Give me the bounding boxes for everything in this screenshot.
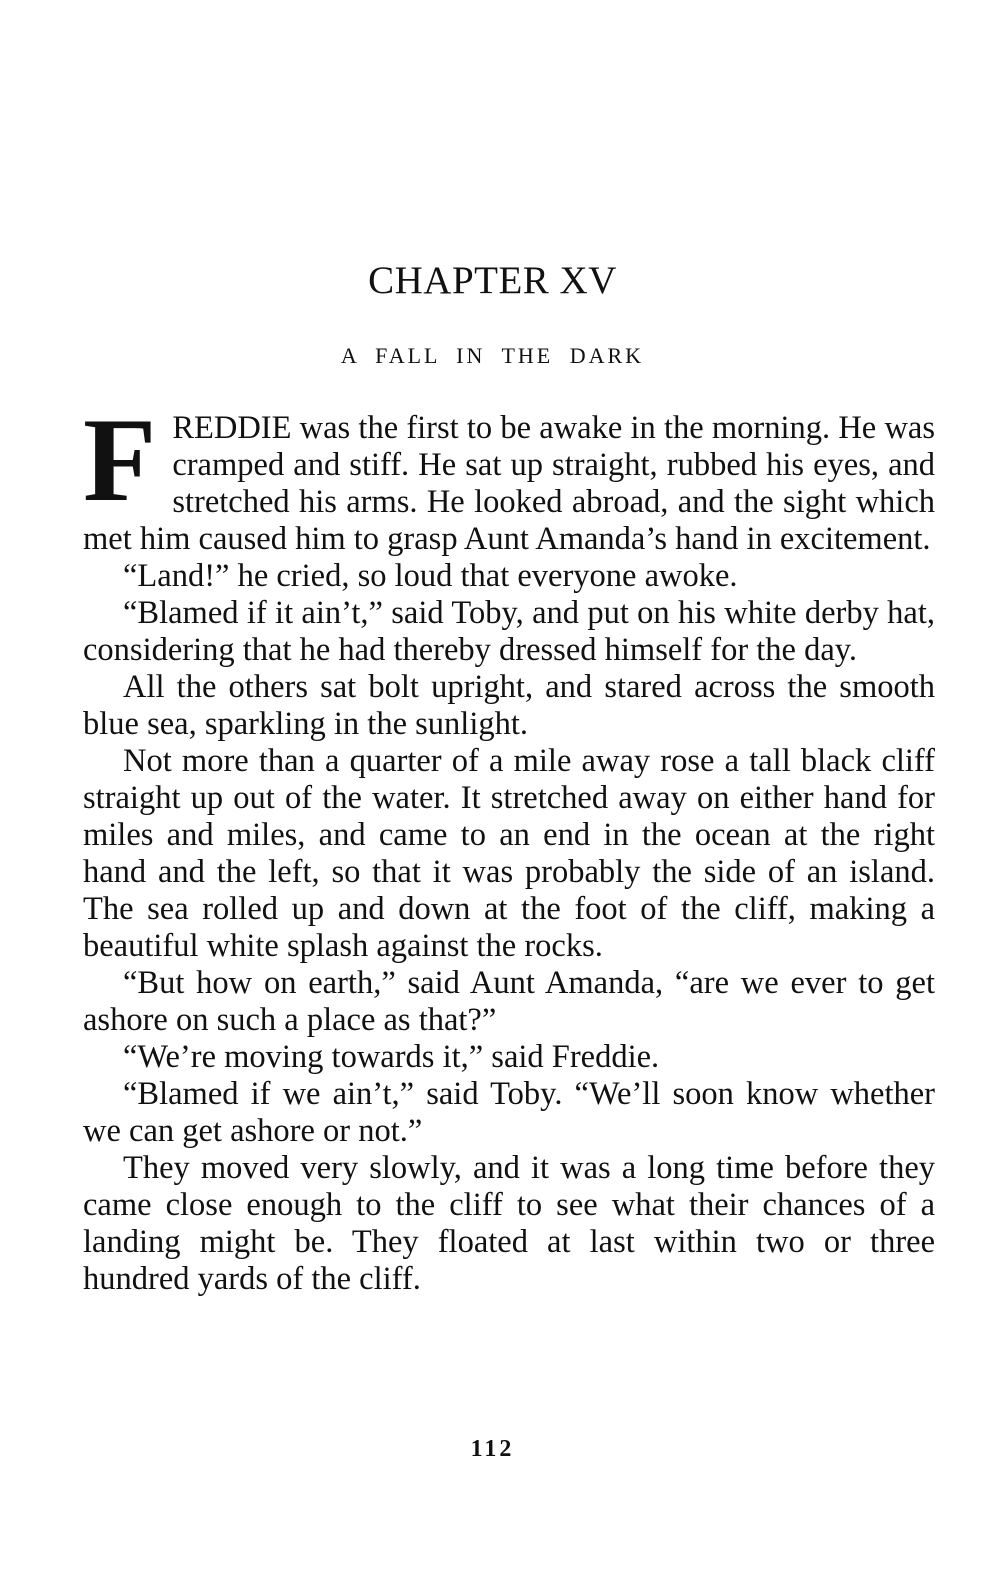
paragraph: “Blamed if we ain’t,” said Toby. “We’ll soon know whether we can get ashore or not.” [83, 1076, 935, 1149]
paragraph: “Blamed if it ain’t,” said Toby, and put on his white derby hat, considering that he had thereby dressed himself for the day. [83, 595, 935, 668]
chapter-title: CHAPTER XV [368, 259, 617, 302]
paragraph: “We’re moving towards it,” said Freddie. [123, 1039, 660, 1075]
body-text [83, 393, 935, 1298]
paragraph-text: REDDIE was the first to be awake in the morning. He was cramped and stiff. He sat up straight, rubbed his eyes, and stretched his arms. He looked abroad, and the sight which met him caused him to grasp Aunt Amanda’s hand in excitement. [83, 410, 935, 557]
paragraph [83, 393, 935, 558]
paragraph: All the others sat bolt upright, and stared across the smooth blue sea, sparkling in the sunlight. [83, 669, 935, 742]
paragraph: Not more than a quarter of a mile away rose a tall black cliff straight up out of the water. It stretched away on either hand for miles and miles, and came to an end in the ocean at the right hand and the left, so that it was probably the side of an island. The sea rolled up and down at the foot of the cliff, making a beautiful white splash against the rocks. [83, 743, 935, 964]
paragraph: “But how on earth,” said Aunt Amanda, “are we ever to get ashore on such a place as that?” [83, 965, 935, 1038]
drop-cap: F [83, 393, 157, 526]
chapter-subtitle: A FALL IN THE DARK [340, 343, 645, 368]
page-number: 112 [470, 1436, 515, 1462]
paragraph: “Land!” he cried, so loud that everyone awoke. [123, 558, 738, 594]
paragraph: They moved very slowly, and it was a long time before they came close enough to the cliff to see what their chances of a landing might be. They floated at last within two or three hundred yards of the cliff. [83, 1150, 935, 1297]
